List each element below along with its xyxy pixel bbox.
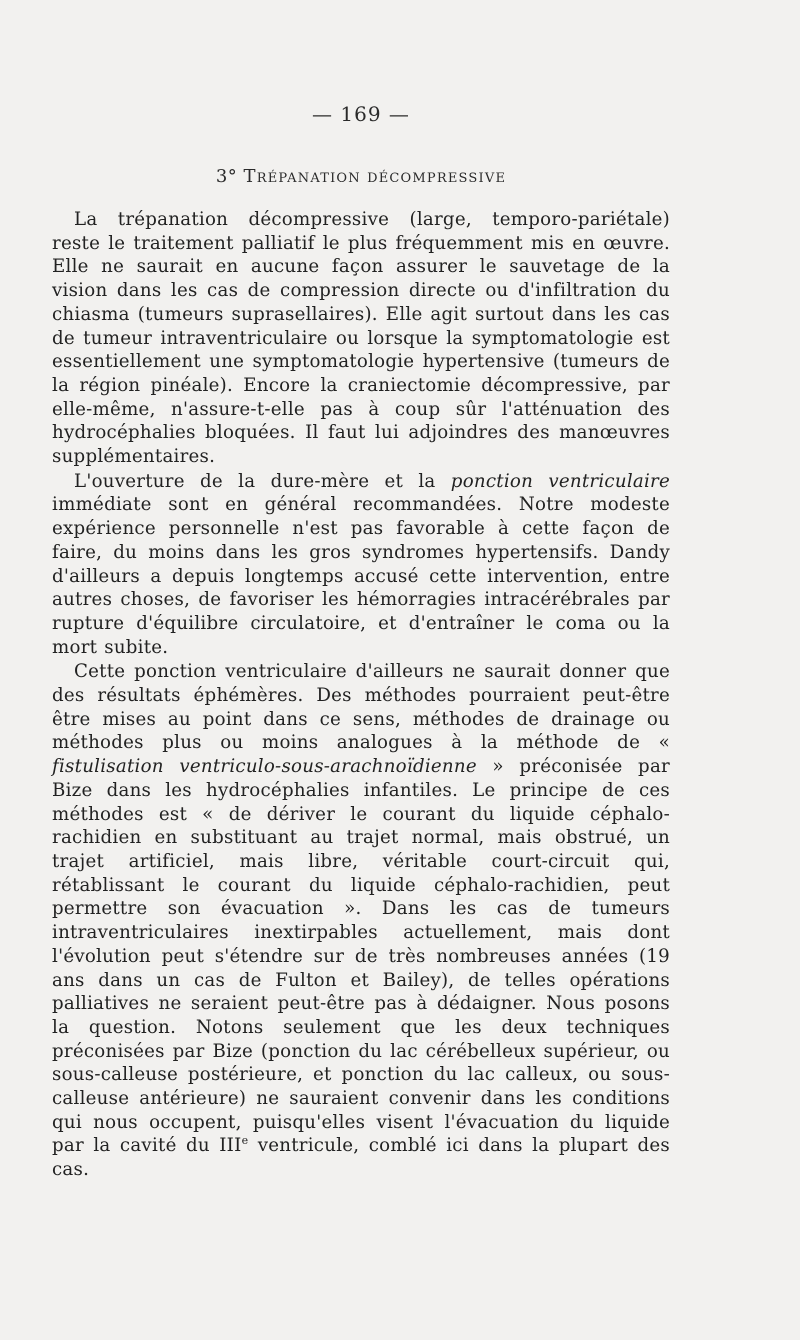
body-text (52, 208, 670, 1182)
paragraph-3-before: Cette ponction ventriculaire d'ailleurs ne saurait donner que des résultats éphémères. Des méthodes pourraient peut-être être mises au point dans ce sens, méthodes de drainage ou méthodes plus ou moins analogues à la méthode de « (52, 661, 670, 754)
paragraph-2 (52, 470, 670, 660)
paragraph-2-before: L'ouverture de la dure-mère et la (74, 470, 451, 492)
paragraph-2-after: immédiate sont en général recommandées. Notre modeste expérience personnelle n'est pas favorable à cette façon de faire, du moins dans les gros syndromes hypertensifs. Dandy d'ailleurs a depuis longtemps accusé cette intervention, entre autres choses, de favoriser les hémorragies intracérébrales par rupture d'équilibre circulatoire, et d'entraîner le coma ou la mort subite. (52, 494, 670, 658)
paragraph-3-after: ventricule, comblé ici dans la plupart des cas. (52, 1135, 670, 1181)
section-title-word-1: Trépanation (243, 166, 361, 187)
paragraph-1: La trépanation décompressive (large, temporo-pariétale) reste le traitement palliatif le plus fréquemment mis en œuvre. Elle ne saurait en aucune façon assurer le sauvetage de la vision dans les cas de compression directe ou d'infiltration du chiasma (tumeurs suprasellaires). Elle agit surtout dans les cas de tumeur intraventriculaire ou lorsque la symptomatologie est essentiellement une symptomatologie hypertensive (tumeurs de la région pinéale). Encore la craniectomie décompressive, par elle-même, n'assure-t-elle pas à coup sûr l'atténuation des hydrocéphalies bloquées. Il faut lui adjoindres des manœuvres supplémentaires. (52, 209, 670, 468)
paragraph-3 (52, 660, 670, 1181)
section-title-word-2: décompressive (367, 166, 507, 187)
paragraph-3-superscript: e (241, 1134, 249, 1148)
page-number: — 169 — (312, 102, 410, 126)
section-number: 3° (215, 166, 238, 187)
section-heading (52, 166, 670, 187)
paragraph-3-middle: » préconisée par Bize dans les hydrocéphalies infantiles. Le principe de ces méthodes est « de dériver le courant du liquide céphalo-rachidien en substituant au trajet normal, mais obstrué, un trajet artificiel, mais libre, véritable court-circuit qui, rétablissant le courant du liquide céphalo-rachidien, peut permettre son évacuation ». Dans les cas de tumeurs intraventriculaires inextirpables actuellement, mais dont l'évolution peut s'étendre sur de très nombreuses années (19 ans dans un cas de Fulton et Bailey), de telles opérations palliatives ne seraient peut-être pas à dédaigner. Nous posons la question. Notons seulement que les deux techniques préconisées par Bize (ponction du lac cérébelleux supérieur, ou sous-calleuse postérieure, et ponction du lac calleux, ou sous-calleuse antérieure) ne sauraient convenir dans les conditions qui nous occupent, puisqu'elles visent l'évacuation du liquide par la cavité du III (52, 756, 670, 1157)
paragraph-3-italic: fistulisation ventriculo-sous-arachnoïdienne (52, 756, 477, 778)
paragraph-2-italic: ponction ventriculaire (450, 470, 671, 492)
